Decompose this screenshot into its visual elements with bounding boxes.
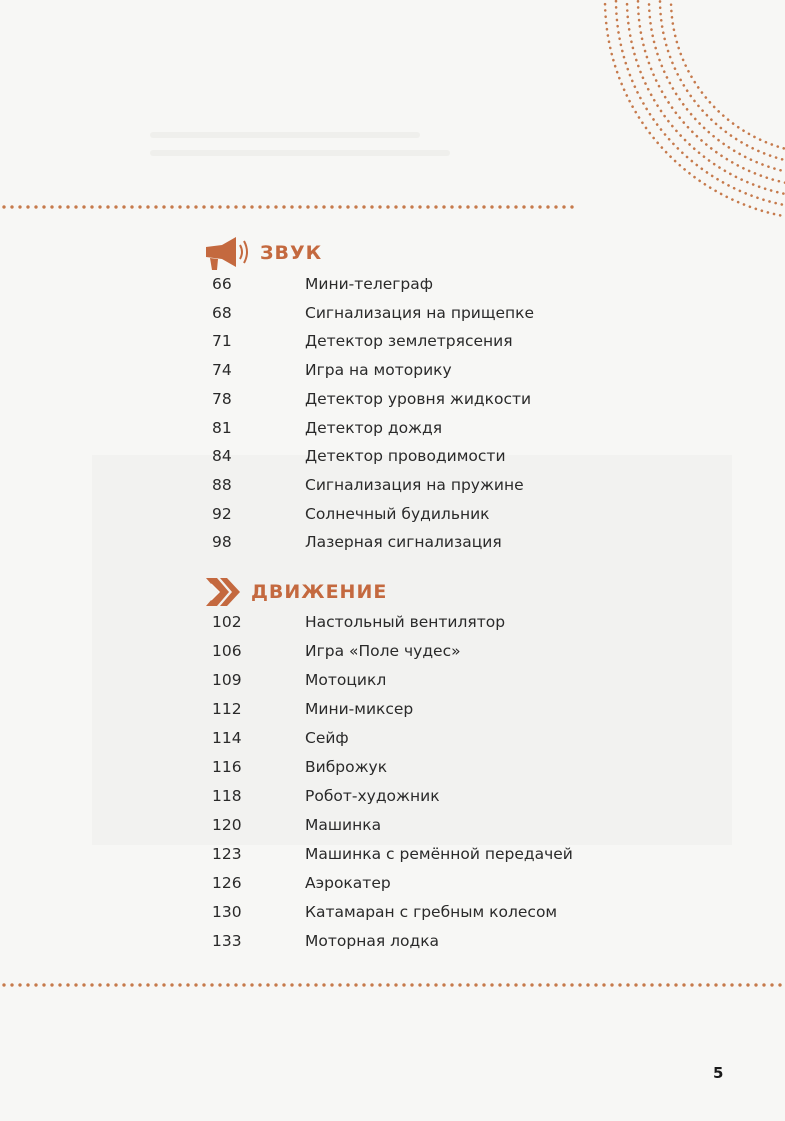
toc-entry-page: 126	[212, 874, 242, 892]
megaphone-icon	[200, 234, 252, 272]
double-chevron-icon	[203, 574, 243, 610]
toc-entry-title: Сейф	[305, 729, 349, 747]
toc-entry-page: 66	[212, 275, 232, 293]
toc-entry-title: Машинка с ремённой передачей	[305, 845, 573, 863]
toc-entry-title: Детектор уровня жидкости	[305, 389, 532, 408]
toc-entry-page: 123	[212, 845, 242, 863]
toc-entry-page: 71	[212, 332, 232, 351]
toc-entry-title: Сигнализация на прищепке	[305, 303, 535, 322]
toc-entry-title: Мини-миксер	[305, 700, 414, 718]
toc-entry-page: 109	[212, 671, 242, 689]
toc-entry-page: 78	[212, 389, 232, 408]
toc-entry-title: Аэрокатер	[305, 874, 391, 892]
show-through-line	[150, 150, 450, 156]
toc-entry-title: Машинка	[305, 816, 382, 834]
toc-entry-page: 112	[212, 700, 242, 718]
section-header-motion	[203, 574, 387, 610]
toc-entry-title: Солнечный будильник	[305, 504, 490, 523]
toc-entry-title: Детектор проводимости	[305, 447, 506, 466]
toc-entry-page: 130	[212, 903, 242, 921]
section-title: ЗВУК	[260, 242, 323, 264]
toc-entry-page: 118	[212, 787, 242, 805]
toc-entry-title: Моторная лодка	[305, 932, 440, 950]
toc-entry-page: 98	[212, 533, 232, 552]
toc-entry-title: Детектор дождя	[305, 418, 443, 437]
toc-entry-page: 74	[212, 361, 232, 380]
toc-entry-title: Мотоцикл	[305, 671, 387, 689]
toc-entry-page: 114	[212, 729, 242, 747]
show-through-line	[150, 132, 420, 138]
section-title: ДВИЖЕНИЕ	[251, 581, 388, 603]
toc-entry-page: 102	[212, 613, 242, 631]
dotted-rings-decoration	[595, 0, 785, 225]
bottom-dotted-divider	[0, 983, 785, 987]
toc-entry-page: 88	[212, 475, 232, 494]
toc-entry-title: Игра на моторику	[305, 361, 452, 380]
toc-entry-page: 116	[212, 758, 242, 776]
top-dotted-divider	[0, 205, 578, 209]
toc-entry-page: 106	[212, 642, 242, 660]
toc-entry-page: 68	[212, 303, 232, 322]
toc-entry-page: 120	[212, 816, 242, 834]
toc-entry-page: 92	[212, 504, 232, 523]
toc-entry-title: Сигнализация на пружине	[305, 475, 524, 494]
toc-entry-page: 81	[212, 418, 232, 437]
toc-entry-title: Робот-художник	[305, 787, 440, 805]
toc-entry-title: Мини-телеграф	[305, 275, 433, 293]
section-header-sound	[200, 234, 322, 272]
toc-entry-title: Настольный вентилятор	[305, 613, 506, 631]
toc-entry-title: Игра «Поле чудес»	[305, 642, 461, 660]
toc-entry-title: Виброжук	[305, 758, 388, 776]
toc-entry-title: Катамаран с гребным колесом	[305, 903, 558, 921]
page-number: 5	[713, 1064, 724, 1082]
toc-entry-page: 133	[212, 932, 242, 950]
toc-entry-title: Детектор землетрясения	[305, 332, 513, 351]
toc-entry-page: 84	[212, 447, 232, 466]
toc-entry-title: Лазерная сигнализация	[305, 533, 502, 552]
